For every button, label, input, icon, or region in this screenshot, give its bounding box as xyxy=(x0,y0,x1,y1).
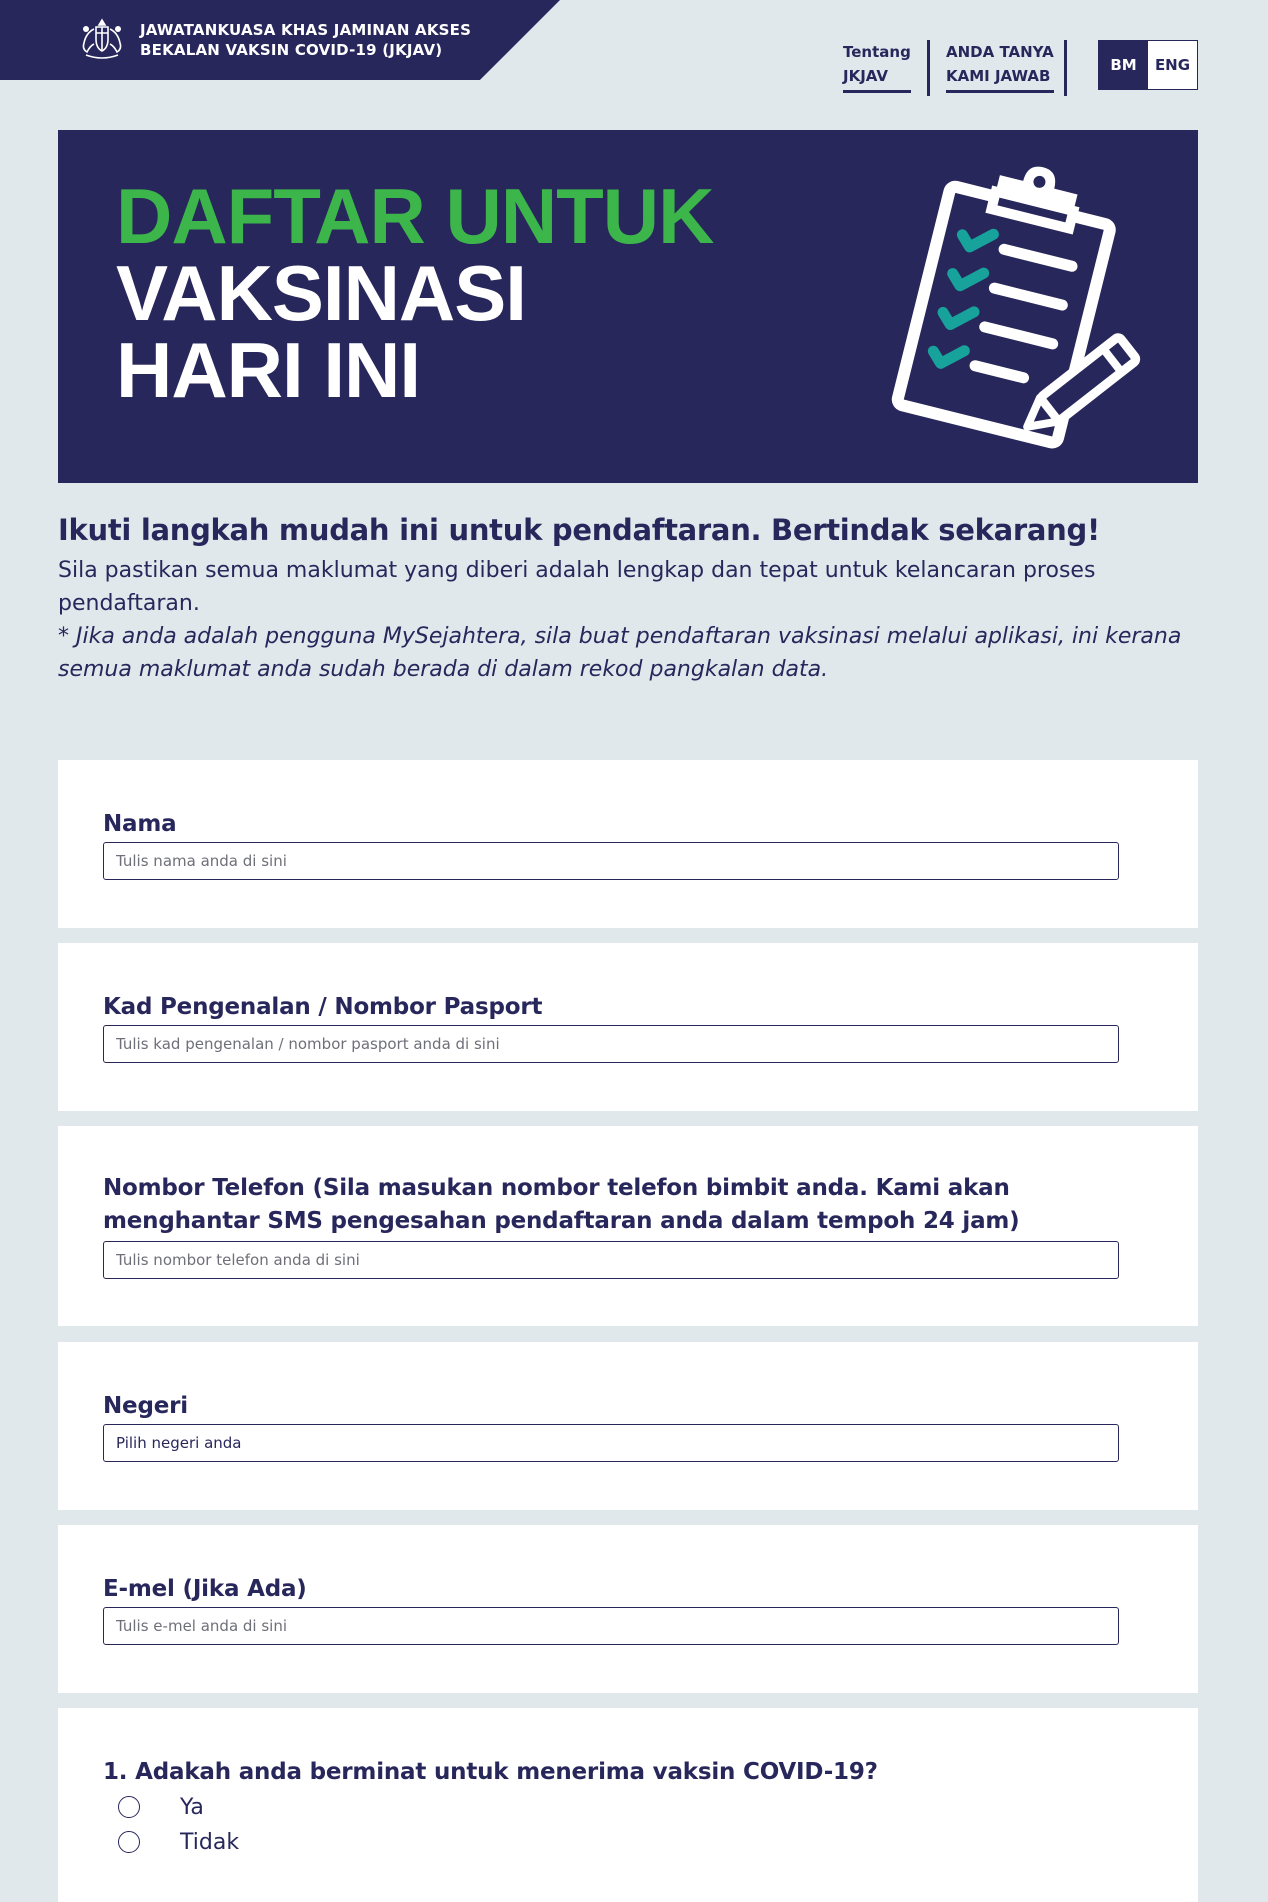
nav-link-tentang-line1: Tentang xyxy=(843,43,911,61)
language-bm-button[interactable]: BM xyxy=(1099,41,1148,89)
radio-button[interactable] xyxy=(118,1796,140,1818)
nav-link-tentang-jkjav[interactable] xyxy=(843,40,911,93)
nav-link-faq-line2: KAMI JAWAB xyxy=(946,67,1051,85)
name-field-card xyxy=(58,760,1198,928)
phone-field-card xyxy=(58,1126,1198,1326)
org-name-line2: BEKALAN VAKSIN COVID-19 (JKJAV) xyxy=(140,41,443,59)
radio-option-label: Tidak xyxy=(180,1829,240,1855)
state-field-card xyxy=(58,1342,1198,1510)
org-name-line1: JAWATANKUASA KHAS JAMINAN AKSES xyxy=(140,21,472,39)
email-label: E-mel (Jika Ada) xyxy=(103,1576,307,1602)
radio-option-tidak[interactable] xyxy=(118,1827,239,1857)
phone-input[interactable] xyxy=(103,1241,1119,1279)
phone-label: Nombor Telefon (Sila masukan nombor telefon bimbit anda. Kami akan menghantar SMS pengesahan pendaftaran anda dalam tempoh 24 jam) xyxy=(103,1175,1020,1234)
state-select[interactable]: Pilih negeri anda xyxy=(103,1424,1119,1462)
radio-option-label: Ya xyxy=(180,1794,204,1820)
email-field-card xyxy=(58,1525,1198,1693)
name-label: Nama xyxy=(103,811,177,837)
email-input[interactable] xyxy=(103,1607,1119,1645)
vaccine-interest-question: 1. Adakah anda berminat untuk menerima vaksin COVID-19? xyxy=(103,1759,878,1785)
radio-button[interactable] xyxy=(118,1831,140,1853)
mysejahtera-note: * Jika anda adalah pengguna MySejahtera, sila buat pendaftaran vaksinasi melalui aplikasi, ini kerana semua maklumat anda sudah berada di dalam rekod pangkalan data. xyxy=(58,624,1182,682)
language-switcher xyxy=(1098,40,1198,90)
intro-heading: Ikuti langkah mudah ini untuk pendaftaran. Bertindak sekarang! xyxy=(58,513,1100,547)
clipboard-checklist-icon xyxy=(868,158,1168,458)
id-input[interactable] xyxy=(103,1025,1119,1063)
id-field-card xyxy=(58,943,1198,1111)
nav-link-faq-line1: ANDA TANYA xyxy=(946,43,1054,61)
nav-divider xyxy=(927,40,930,96)
hero-title-line1: DAFTAR UNTUK xyxy=(116,172,714,260)
top-bar xyxy=(0,0,1268,85)
language-eng-button[interactable]: ENG xyxy=(1148,41,1197,89)
malaysia-coat-of-arms-icon xyxy=(76,17,128,61)
name-input[interactable] xyxy=(103,842,1119,880)
intro-text: Sila pastikan semua maklumat yang diberi adalah lengkap dan tepat untuk kelancaran proses pendaftaran. xyxy=(58,558,1096,616)
state-label: Negeri xyxy=(103,1393,188,1419)
id-label: Kad Pengenalan / Nombor Pasport xyxy=(103,994,543,1020)
hero-banner xyxy=(58,130,1198,483)
hero-title-line3: HARI INI xyxy=(116,326,420,414)
hero-title xyxy=(116,172,714,414)
hero-title-line2: VAKSINASI xyxy=(116,249,526,337)
radio-option-ya[interactable] xyxy=(118,1792,204,1822)
org-name xyxy=(140,20,520,60)
vaccine-interest-card xyxy=(58,1708,1198,1902)
nav-divider xyxy=(1064,40,1067,96)
intro-section xyxy=(58,510,1198,686)
nav-link-faq[interactable] xyxy=(946,40,1054,93)
nav-link-tentang-line2: JKJAV xyxy=(843,67,888,85)
